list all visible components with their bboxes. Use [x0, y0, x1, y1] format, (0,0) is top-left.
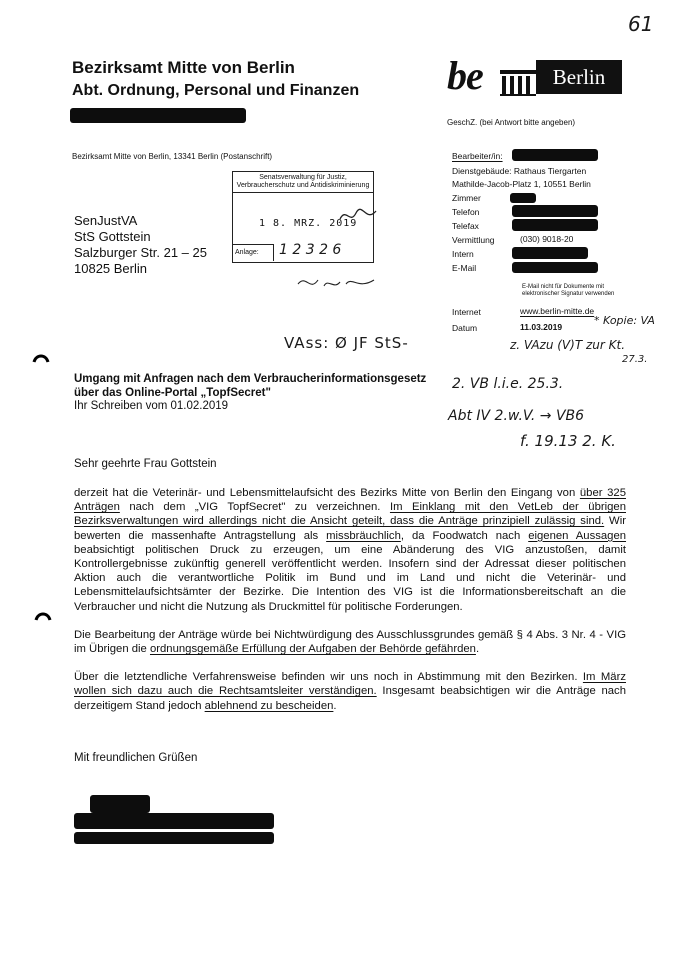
redaction-bar [70, 108, 246, 123]
handwritten-signature-scribble [338, 205, 378, 227]
intern-label: Intern [452, 249, 474, 259]
subject-line: über das Online-Portal „TopfSecret" [74, 387, 271, 399]
stamp-anlage-value: 1 2 3 2 6 [279, 242, 342, 258]
email-label: E-Mail [452, 263, 477, 273]
zimmer-label: Zimmer [452, 193, 481, 203]
salutation: Sehr geehrte Frau Gottstein [74, 458, 217, 470]
stamp-date: 1 8. MRZ. 2019 [259, 218, 358, 229]
redaction-bar [512, 262, 598, 273]
punch-hole-mark [34, 610, 52, 622]
closing-phrase: Mit freundlichen Grüßen [74, 752, 198, 764]
internet-value: www.berlin-mitte.de [520, 306, 595, 316]
page-number: 61 [628, 12, 654, 36]
recipient-line: StS Gottstein [74, 229, 151, 244]
stamp-header: Senatsverwaltung für Justiz, Verbraucherschutz und Antidiskriminierung [233, 172, 373, 193]
handwritten-note-abt: Abt IV 2.w.V. → VB6 [448, 408, 585, 424]
redaction-bar [510, 193, 536, 203]
redaction-bar [74, 813, 274, 829]
datum-value: 11.03.2019 [520, 322, 563, 332]
datum-label: Datum [452, 323, 478, 333]
vermittlung-label: Vermittlung [452, 235, 495, 245]
telefon-label: Telefon [452, 207, 480, 217]
org-name: Bezirksamt Mitte von Berlin [72, 58, 295, 77]
subject-line: Umgang mit Anfragen nach dem Verbraucherinformationsgesetz [74, 373, 427, 385]
berlin-logo-be: be [447, 53, 483, 98]
geschz-label: GeschZ. (bei Antwort bitte angeben) [447, 118, 576, 127]
handwritten-note-date: 27.3. [622, 354, 648, 365]
punch-hole-mark [32, 352, 50, 364]
handwritten-note-k: f. 19.13 2. K. [520, 432, 616, 450]
subject-heading [74, 372, 426, 400]
recipient-address [74, 213, 207, 277]
dienstgebaeude: Dienstgebäude: Rathaus Tiergarten [452, 166, 587, 176]
department-name: Abt. Ordnung, Personal und Finanzen [72, 82, 360, 99]
paragraph: Die Bearbeitung der Anträge würde bei Nichtwürdigung des Ausschlussgrundes gemäß § 4 Abs. 3 Nr. 4 - VIG im Übrigen die ordnungsgemäße Erfüllung der Aufgaben der Behörde gefährden. [74, 628, 626, 656]
berlin-logo-box: Berlin [536, 60, 622, 94]
bearbeiter-label: Bearbeiter/in: [452, 151, 503, 161]
recipient-line: Salzburger Str. 21 – 25 [74, 245, 207, 260]
office-address: Mathilde-Jacob-Platz 1, 10551 Berlin [452, 179, 591, 189]
redaction-bar [74, 832, 274, 844]
redaction-bar [512, 247, 588, 259]
redaction-bar [512, 205, 598, 217]
stamp-anlage-label: Anlage: [233, 244, 274, 261]
handwritten-note-vass: VAss: Ø JF StS- [284, 334, 409, 352]
vermittlung-value: (030) 9018-20 [520, 234, 574, 244]
recipient-line: SenJustVA [74, 213, 138, 228]
sender-address-line: Bezirksamt Mitte von Berlin, 13341 Berlin (Postanschrift) [72, 152, 273, 161]
internet-label: Internet [452, 307, 481, 317]
handwritten-note-vb: 2. VB l.i.e. 25.3. [452, 376, 564, 392]
telefax-label: Telefax [452, 221, 479, 231]
handwritten-initials [296, 272, 376, 294]
handwritten-note-kopie: * Kopie: VA [594, 314, 655, 327]
redaction-bar [512, 149, 598, 161]
recipient-line: 10825 Berlin [74, 261, 147, 276]
reference-line: Ihr Schreiben vom 01.02.2019 [74, 400, 229, 412]
email-note: E-Mail nicht für Dokumente mit elektronischer Signatur verwenden [522, 284, 615, 297]
letter-body [74, 486, 626, 727]
paragraph: Über die letztendliche Verfahrensweise befinden wir uns noch in Abstimmung mit den Bezirken. Im März wollen sich dazu auch die Rechtsamtsleiter verständigen. Insgesamt beabsichtigen wir die Anträge nach derzeitigem Stand jedoch ablehnend zu bescheiden. [74, 671, 626, 712]
redaction-bar [512, 219, 598, 231]
paragraph: derzeit hat die Veterinär- und Lebensmittelaufsicht des Bezirks Mitte von Berlin den Eingang von über 325 Anträgen nach dem „VIG TopfSecret" zu verzeichnen. Im Einklang mit den VetLeb der übrigen Bezirksverwaltungen wird allerdings nicht die Ansicht geteilt, dass die Anträge prinzipiell zulässig sind. Wir bewerten die massenhafte Antragstellung als missbräuchlich, da Foodwatch nach eigenen Aussagen beabsichtigt politischen Druck zu erzeugen, um eine Abänderung des VIG anzustoßen, damit Kontrollergebnisse zukünftig generell veröffentlicht werden. Insofern sind der Adressat dieser politischen Aktion auch die verantwortliche Politik im Bund und im Land und nicht die Veterinär- und Lebensmittelaufsichtsämter der Bezirke. Die Intention des VIG ist die Informationsbereitschaft an die Verbraucher und nicht die Nutzung als Druckmittel für politische Forderungen. [74, 487, 627, 613]
brandenburg-gate-icon [500, 70, 536, 96]
handwritten-note-vazu: z. VAzu (V)T zur Kt. [510, 338, 626, 352]
redaction-bar [90, 795, 150, 813]
